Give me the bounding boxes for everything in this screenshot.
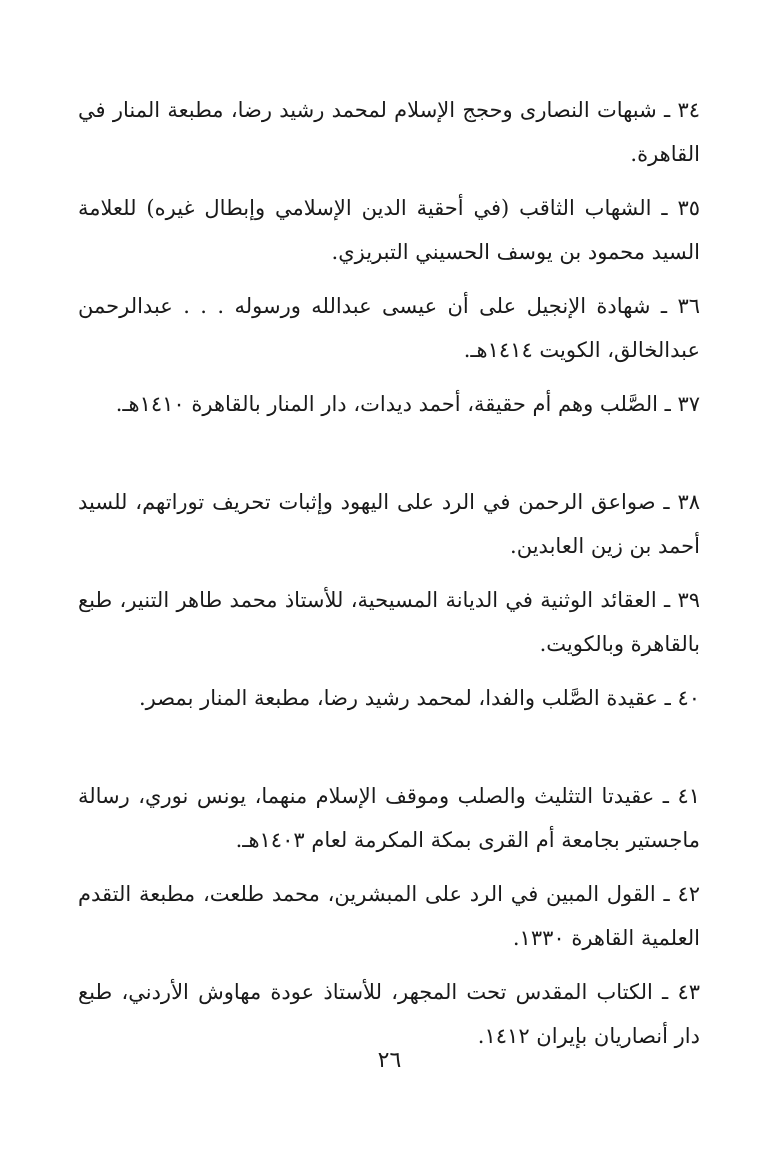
page-number: ٢٦ — [377, 1048, 402, 1073]
bibliography-entry-42: ٤٢ ـ القول المبين في الرد على المبشرين، محمد طلعت، مطبعة التقدم العلمية القاهرة ١٣٣٠. — [78, 882, 700, 950]
bibliography-entry-37: ٣٧ ـ الصَّلب وهم أم حقيقة، أحمد ديدات، دار المنار بالقاهرة ١٤١٠هـ. — [115, 392, 700, 416]
bibliography-entry-40: ٤٠ ـ عقيدة الصَّلب والفدا، لمحمد رشيد رضا، مطبعة المنار بمصر. — [138, 686, 700, 710]
bibliography-entry-36: ٣٦ ـ شهادة الإنجيل على أن عيسى عبدالله ورسوله . . . عبدالرحمن عبدالخالق، الكويت ١٤١٤هـ. — [78, 294, 700, 362]
bibliography-entry-43: ٤٣ ـ الكتاب المقدس تحت المجهر، للأستاذ عودة مهاوش الأردني، طبع دار أنصاريان بإيران ١٤١٢. — [78, 980, 700, 1048]
bibliography-entry-35: ٣٥ ـ الشهاب الثاقب (في أحقية الدين الإسلامي وإبطال غيره) للعلامة السيد محمود بن يوسف الحسيني التبريزي. — [78, 196, 700, 264]
bibliography-entry-41: ٤١ ـ عقيدتا التثليث والصلب وموقف الإسلام منهما، يونس نوري، رسالة ماجستير بجامعة أم القرى بمكة المكرمة لعام ١٤٠٣هـ. — [78, 784, 700, 852]
bibliography-entry-34: ٣٤ ـ شبهات النصارى وحجج الإسلام لمحمد رشيد رضا، مطبعة المنار في القاهرة. — [78, 98, 700, 166]
bibliography-entry-39: ٣٩ ـ العقائد الوثنية في الديانة المسيحية، للأستاذ محمد طاهر التنير، طبع بالقاهرة وبالكويت. — [78, 588, 700, 656]
bibliography-list — [78, 88, 700, 1068]
bibliography-entry-38: ٣٨ ـ صواعق الرحمن في الرد على اليهود وإثبات تحريف توراتهم، للسيد أحمد بن زين العابدين. — [78, 490, 700, 558]
